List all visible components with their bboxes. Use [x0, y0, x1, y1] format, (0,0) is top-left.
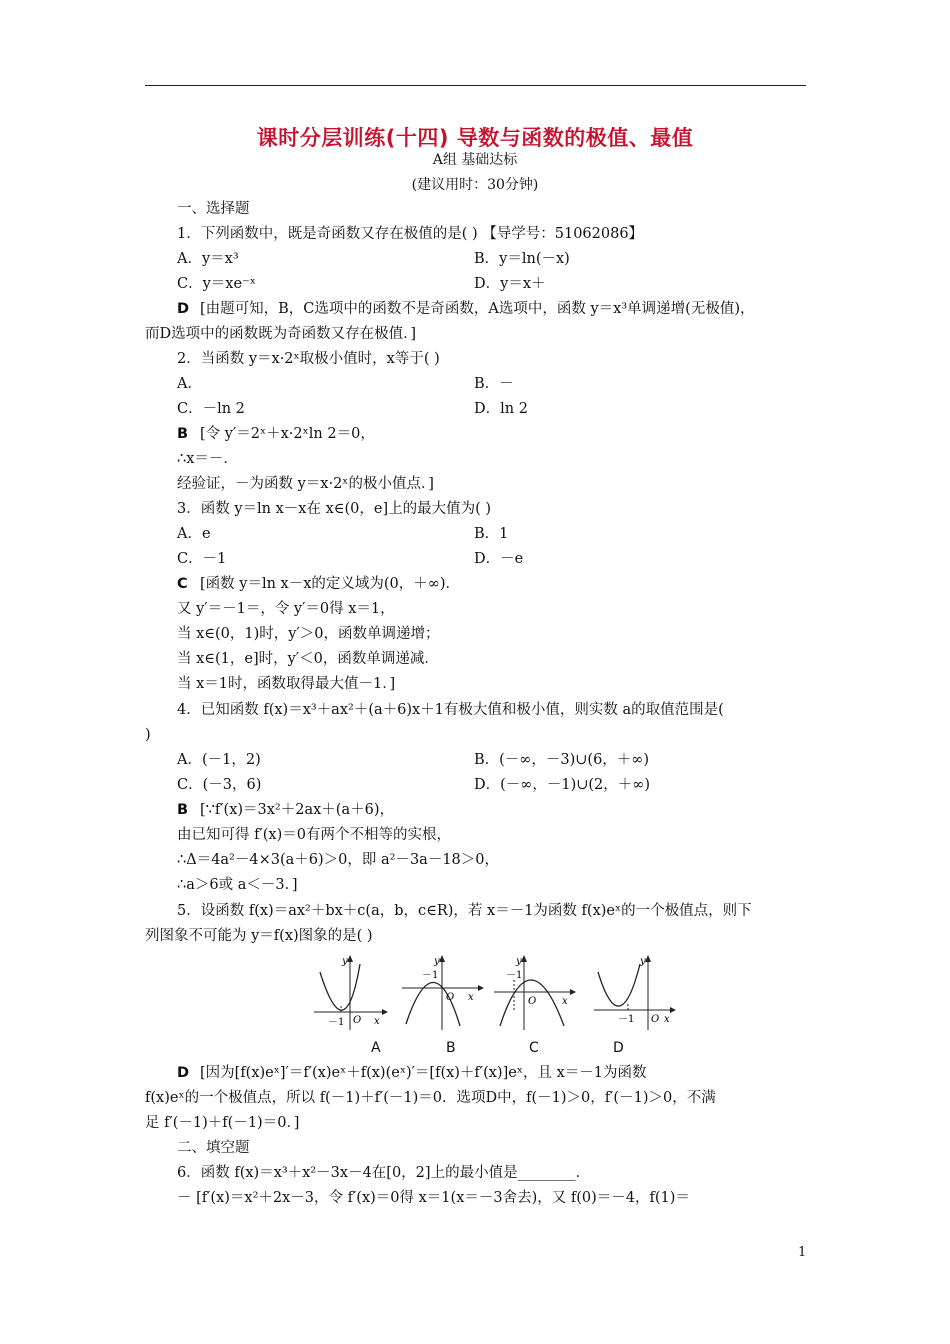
q4-option-d: D．(－∞，－1)∪(2，＋∞)	[474, 777, 651, 793]
figure-c-y-label: y	[516, 956, 522, 967]
figure-label-c: C	[529, 1040, 539, 1056]
q1-option-a: A．y＝x³	[177, 251, 239, 267]
q3-stem: 3．函数 y＝ln x－x在 x∈(0，e]上的最大值为( )	[177, 501, 492, 517]
q2-option-a: A．	[177, 376, 202, 392]
q4-explain-1: [∵f′(x)＝3x²＋2ax＋(a＋6)，	[200, 802, 394, 818]
q1-answer: D	[177, 301, 190, 317]
q2-explain-1: [令 y′＝2ˣ＋x·2ˣln 2＝0，	[200, 426, 375, 442]
page-number: 1	[798, 1245, 807, 1260]
q3-explain-2: 又 y′＝－1＝，令 y′＝0得 x＝1，	[177, 601, 395, 617]
section-fill: 二、填空题	[177, 1140, 250, 1156]
q3-option-c: C．－1	[177, 551, 227, 567]
figure-d-tick: －1	[618, 1014, 635, 1025]
figure-b-x-label: x	[468, 992, 474, 1003]
q3-explain-3: 当 x∈(0，1)时，y′＞0，函数单调递增；	[177, 626, 440, 642]
q6-explain-1: － [f′(x)＝x²＋2x－3，令 f′(x)＝0得 x＝1(x＝－3舍去)，又 f(0)＝－4，f(1)＝	[177, 1190, 690, 1206]
q5-stem-1: 5．设函数 f(x)＝ax²＋bx＋c(a，b，c∈R)，若 x＝－1为函数 f(x)eˣ的一个极值点，则下	[177, 903, 752, 919]
q5-stem-2: 列图象不可能为 y＝f(x)图象的是( )	[145, 928, 373, 944]
q4-option-c: C．(－3，6)	[177, 777, 262, 793]
figure-a-y-label: y	[342, 956, 348, 967]
q4-explain-4: ∴a＞6或 a＜－3．]	[177, 877, 298, 893]
q3-explain-1: [函数 y＝ln x－x的定义域为(0，＋∞)．	[200, 576, 461, 592]
q2-explain-2: ∴x＝－．	[177, 451, 238, 467]
figure-b-origin: O	[446, 992, 455, 1003]
q4-stem-2: )	[145, 727, 151, 743]
q5-explain-2: f(x)eˣ的一个极值点，所以 f(－1)＋f′(－1)＝0．选项D中，f(－1)＞0，f′(－1)＞0，不满	[145, 1090, 716, 1106]
figure-a-tick: －1	[328, 1017, 345, 1028]
q2-explain-3: 经验证，－为函数 y＝x·2ˣ的极小值点．]	[177, 476, 434, 492]
q4-explain-3: ∴Δ＝4a²－4×3(a＋6)＞0，即 a²－3a－18＞0，	[177, 852, 500, 868]
page-title: 课时分层训练(十四) 导数与函数的极值、最值	[256, 126, 694, 150]
q6-stem: 6．函数 f(x)＝x³＋x²－3x－4在[0，2]上的最小值是________．	[177, 1165, 591, 1181]
section-choice: 一、选择题	[177, 201, 250, 217]
q4-option-a: A．(－1，2)	[177, 752, 261, 768]
figure-d-y-label: y	[640, 956, 646, 967]
q3-option-d: D．－e	[474, 551, 524, 567]
q3-option-a: A．e	[177, 526, 211, 542]
figure-d-x-label: x	[664, 1014, 670, 1025]
figure-label-b: B	[446, 1040, 456, 1056]
q3-explain-4: 当 x∈(1，e]时，y′＜0，函数单调递减．	[177, 651, 439, 667]
q1-stem: 1．下列函数中，既是奇函数又存在极值的是( ) 【导学号：51062086】	[177, 226, 644, 242]
figure-a-origin: O	[353, 1015, 362, 1026]
q4-stem-1: 4．已知函数 f(x)＝x³＋ax²＋(a＋6)x＋1有极大值和极小值，则实数 a的取值范围是(	[177, 702, 724, 718]
figure-b-y-label: y	[434, 956, 440, 967]
q5-explain-1: [因为[f(x)eˣ]′＝f′(x)eˣ＋f(x)(eˣ)′＝[f(x)＋f′(x)]eˣ，且 x＝－1为函数	[200, 1065, 647, 1081]
q2-option-d: D．ln 2	[474, 401, 528, 417]
q1-option-c: C．y＝xe⁻ˣ	[177, 276, 256, 292]
q3-explain-5: 当 x＝1时，函数取得最大值－1．]	[177, 676, 396, 692]
group-label: A组 基础达标	[432, 152, 518, 168]
figure-label-a: A	[371, 1040, 381, 1056]
q2-option-b: B．－	[474, 376, 514, 392]
q3-option-b: B．1	[474, 526, 509, 542]
q2-stem: 2．当函数 y＝x·2ˣ取极小值时，x等于( )	[177, 351, 440, 367]
q4-option-b: B．(－∞，－3)∪(6，＋∞)	[474, 752, 650, 768]
q4-explain-2: 由已知可得 f′(x)＝0有两个不相等的实根，	[177, 827, 451, 843]
figure-b	[398, 952, 488, 1032]
figure-b-tick: －1	[422, 970, 439, 981]
q1-option-b: B．y＝ln(－x)	[474, 251, 570, 267]
header-rule	[145, 85, 806, 86]
q2-answer: B	[177, 426, 189, 442]
q1-explain-1: [由题可知，B，C选项中的函数不是奇函数，A选项中，函数 y＝x³单调递增(无极值)，	[200, 301, 755, 317]
q2-option-c: C．－ln 2	[177, 401, 245, 417]
figure-c-tick: －1	[506, 970, 523, 981]
figure-a	[310, 952, 390, 1032]
q3-answer: C	[177, 576, 188, 592]
figure-label-d: D	[613, 1040, 624, 1056]
q5-figures	[0, 952, 950, 1042]
figure-c-x-label: x	[562, 996, 568, 1007]
figure-d	[590, 952, 680, 1032]
q5-answer: D	[177, 1065, 190, 1081]
q4-answer: B	[177, 802, 189, 818]
q5-explain-3: 足 f′(－1)＋f(－1)＝0．]	[145, 1115, 300, 1131]
figure-c	[490, 952, 580, 1032]
figure-d-origin: O	[651, 1014, 660, 1025]
q1-option-d: D．y＝x＋	[474, 276, 546, 292]
figure-a-x-label: x	[374, 1016, 380, 1027]
time-note: (建议用时：30分钟)	[411, 177, 539, 193]
q1-explain-2: 而D选项中的函数既为奇函数又存在极值．]	[145, 326, 417, 342]
figure-c-origin: O	[528, 996, 537, 1007]
